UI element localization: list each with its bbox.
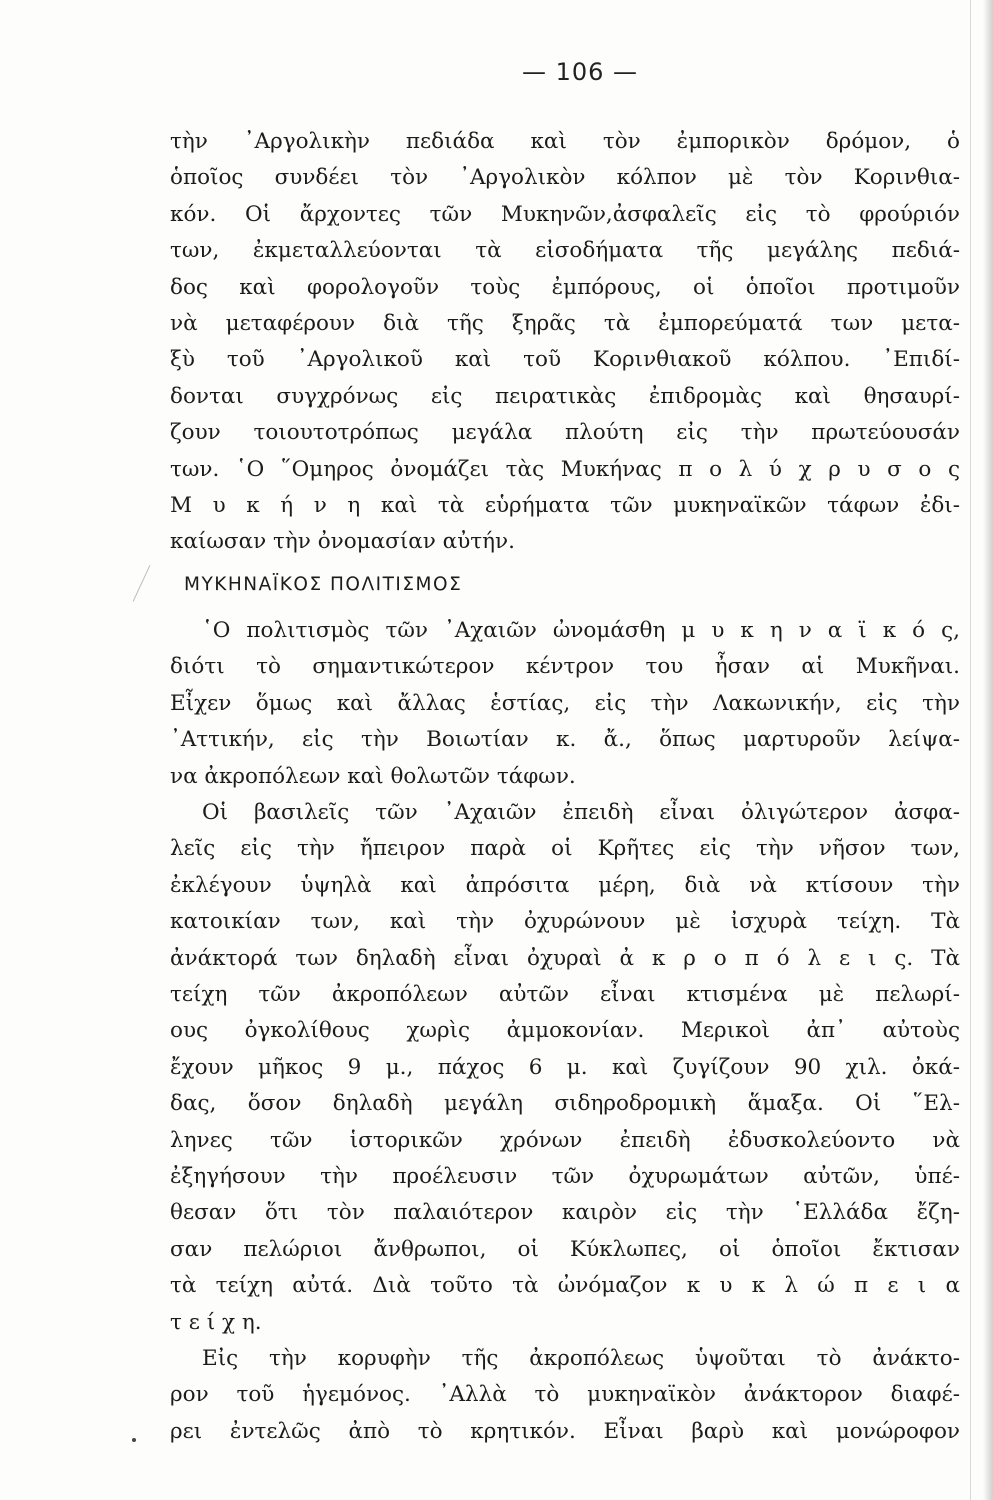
text-line: να ἀκροπόλεων καὶ θολωτῶν τάφων.: [170, 763, 576, 789]
page-fold-line: [970, 0, 971, 1500]
text-line: Οἱ βασιλεῖς τῶν ᾿Αχαιῶν ἐπειδὴ εἶναι ὀλιγώτερον ἀσφα-: [202, 800, 960, 826]
text-line: Εἰς τὴν κορυφὴν τῆς ἀκροπόλεως ὑψοῦται τὸ ἀνάκτο-: [202, 1345, 960, 1371]
text-line: των. ῾Ο ῞Ομηρος ὀνομάζει τὰς Μυκήνας π ο λ ύ χ ρ υ σ ο ς: [170, 456, 960, 482]
text-line: σαν πελώριοι ἄνθρωποι, οἱ Κύκλωπες, οἱ ὁποῖοι ἔκτισαν: [170, 1236, 960, 1262]
text-line: κόν. Οἱ ἄρχοντες τῶν Μυκηνῶν,ἀσφαλεῖς εἰς τὸ φρούριόν: [170, 201, 960, 227]
text-line: ῾Ο πολιτισμὸς τῶν ᾿Αχαιῶν ὠνομάσθη μ υ κ η ν α ϊ κ ό ς,: [202, 618, 960, 644]
text-line: τείχη τῶν ἀκροπόλεων αὐτῶν εἶναι κτισμένα μὲ πελωρί-: [170, 981, 960, 1007]
text-line: δονται συγχρόνως εἰς πειρατικὰς ἐπιδρομὰς καὶ θησαυρί-: [170, 383, 960, 409]
body-text: [170, 124, 960, 1450]
text-line: καίωσαν τὴν ὀνομασίαν αὐτήν.: [170, 529, 515, 555]
text-line: ᾿Αττικήν, εἰς τὴν Βοιωτίαν κ. ἄ., ὅπως μαρτυροῦν λείψα-: [170, 727, 960, 753]
text-line: ἐκλέγουν ὑψηλὰ καὶ ἀπρόσιτα μέρη, διὰ νὰ κτίσουν τὴν: [170, 872, 960, 898]
text-line: ξὺ τοῦ ᾿Αργολικοῦ καὶ τοῦ Κορινθιακοῦ κόλπου. ᾿Επιδί-: [170, 347, 960, 373]
text-line: τὴν ᾿Αργολικὴν πεδιάδα καὶ τὸν ἐμπορικὸν δρόμον, ὁ: [170, 129, 960, 154]
text-line: διότι τὸ σημαντικώτερον κέντρον του ἦσαν αἱ Μυκῆναι.: [170, 654, 960, 680]
text-line: των, ἐκμεταλλεύονται τὰ εἰσοδήματα τῆς μεγάλης πεδιά-: [170, 238, 960, 264]
text-line: δας, ὅσον δηλαδὴ μεγάλη σιδηροδρομικὴ ἅμαξα. Οἱ ῞Ελ-: [170, 1091, 960, 1117]
text-line: ρει ἐντελῶς ἀπὸ τὸ κρητικόν. Εἶναι βαρὺ καὶ μονώροφον: [170, 1418, 960, 1444]
text-line: ρον τοῦ ἡγεμόνος. ᾿Αλλὰ τὸ μυκηναϊκὸν ἀνάκτορον διαφέ-: [170, 1382, 960, 1408]
text-line: ἀνάκτορά των δηλαδὴ εἶναι ὀχυραὶ ἀ κ ρ ο π ό λ ε ι ς. Τὰ: [170, 945, 960, 971]
text-line: ὁποῖος συνδέει τὸν ᾿Αργολικὸν κόλπον μὲ τὸν Κορινθια-: [170, 165, 960, 191]
text-line: κατοικίαν των, καὶ τὴν ὀχυρώνουν μὲ ἰσχυρὰ τείχη. Τὰ: [170, 909, 960, 935]
page-edge-shadow: [983, 0, 993, 1500]
text-line: ἔχουν μῆκος 9 μ., πάχος 6 μ. καὶ ζυγίζουν 90 χιλ. ὀκά-: [170, 1054, 960, 1080]
text-line: τὰ τείχη αὐτά. Διὰ τοῦτο τὰ ὠνόμαζον κ υ κ λ ώ π ε ι α: [170, 1273, 960, 1299]
text-line: ζουν τοιουτοτρόπως μεγάλα πλούτη εἰς τὴν πρωτεύουσάν: [170, 420, 960, 446]
section-heading: ΜΥΚΗΝΑΪΚΟΣ ΠΟΛΙΤΙΣΜΟΣ: [184, 573, 463, 595]
text-line: θεσαν ὅτι τὸν παλαιότερον καιρὸν εἰς τὴν ῾Ελλάδα ἔζη-: [170, 1200, 960, 1226]
text-line: λεῖς εἰς τὴν ἤπειρον παρὰ οἱ Κρῆτες εἰς τὴν νῆσον των,: [170, 836, 960, 862]
text-line: ἐξηγήσουν τὴν προέλευσιν τῶν ὀχυρωμάτων αὐτῶν, ὑπέ-: [170, 1163, 960, 1189]
text-line: Εἶχεν ὅμως καὶ ἄλλας ἑστίας, εἰς τὴν Λακωνικήν, εἰς τὴν: [170, 690, 960, 716]
text-line: δος καὶ φορολογοῦν τοὺς ἐμπόρους, οἱ ὁποῖοι προτιμοῦν: [170, 274, 960, 300]
page-number: — 106 —: [521, 58, 639, 86]
text-line: Μ υ κ ή ν η καὶ τὰ εὑρήματα τῶν μυκηναϊκῶν τάφων ἐδι-: [170, 492, 960, 518]
text-line: ληνες τῶν ἱστορικῶν χρόνων ἐπειδὴ ἐδυσκολεύοντο νὰ: [170, 1127, 960, 1153]
text-line: ους ὀγκολίθους χωρὶς ἀμμοκονίαν. Μερικοὶ ἀπ᾿ αὐτοὺς: [170, 1018, 960, 1044]
text-line: τ ε ί χ η.: [170, 1309, 262, 1335]
ink-speck: [132, 1438, 136, 1442]
pencil-mark: [133, 565, 171, 611]
text-line: νὰ μεταφέρουν διὰ τῆς ξηρᾶς τὰ ἐμπορεύματά των μετα-: [170, 310, 960, 336]
